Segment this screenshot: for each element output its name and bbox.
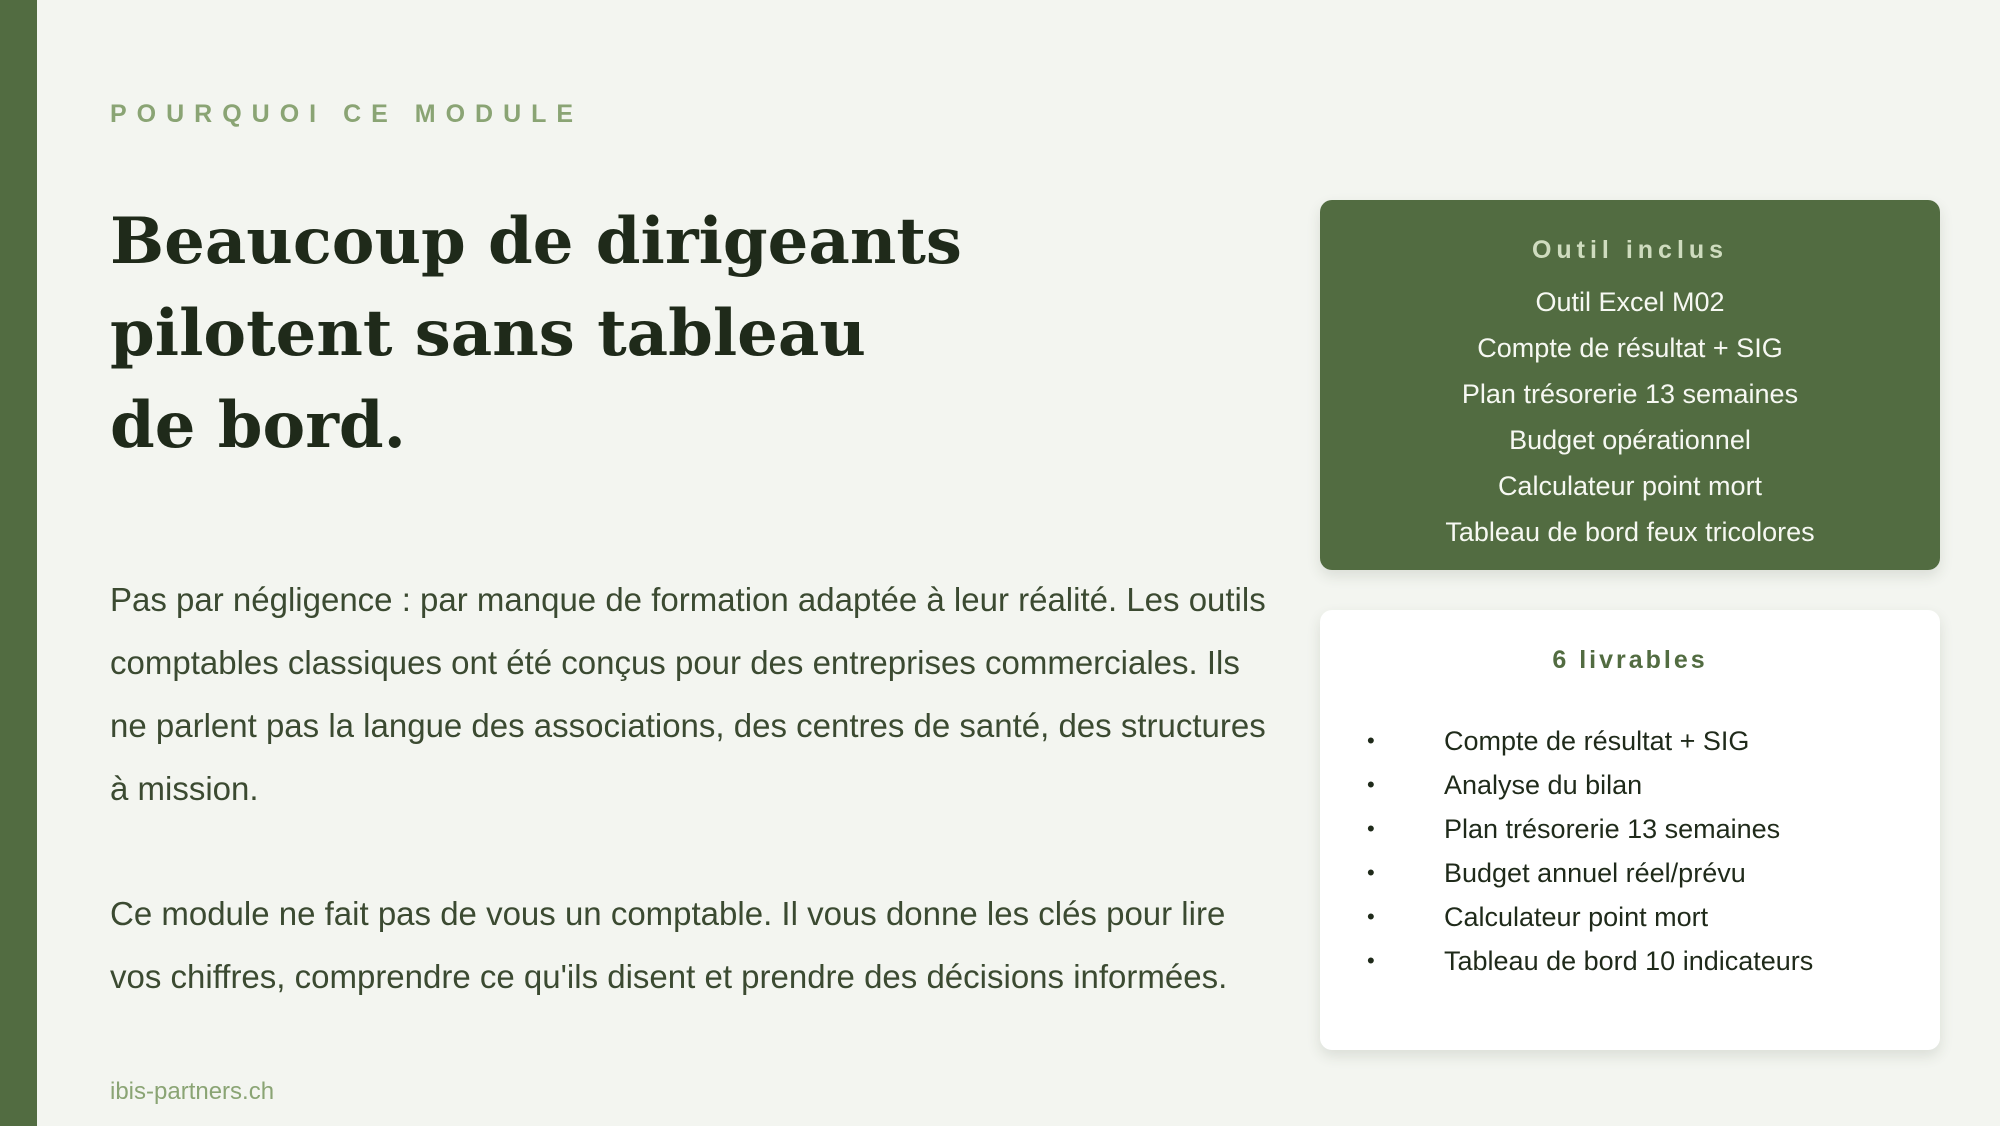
list-item <box>1320 719 1940 763</box>
bullet-icon: • <box>1367 816 1375 841</box>
bullet-icon: • <box>1367 772 1375 797</box>
bullet-icon: • <box>1367 728 1375 753</box>
tool-included-card <box>1320 200 1940 570</box>
deliverable-label: Tableau de bord 10 indicateurs <box>1444 946 1814 976</box>
deliverable-label: Compte de résultat + SIG <box>1444 726 1750 756</box>
title-line-3: de bord. <box>110 388 406 463</box>
left-accent-bar <box>0 0 37 1126</box>
tool-item: Calculateur point mort <box>1497 471 1763 501</box>
tool-item: Outil Excel M02 <box>1535 287 1725 317</box>
list-item <box>1320 807 1940 851</box>
deliverables-list <box>1320 719 1940 983</box>
deliverable-label: Budget annuel réel/prévu <box>1444 858 1746 888</box>
footer-website-link[interactable]: ibis-partners.ch <box>110 1078 275 1105</box>
deliverables-heading: 6 livrables <box>1552 646 1708 674</box>
deliverables-card <box>1320 610 1940 1050</box>
title-line-2: pilotent sans tableau <box>110 296 866 371</box>
body-paragraph-1: Pas par négligence : par manque de formation adaptée à leur réalité. Les outils comptables classiques ont été conçus pour des entreprises commerciales. Ils ne parlent pas la langue des associations, des centres de santé, des structures à mission. <box>110 581 1266 807</box>
deliverable-label: Analyse du bilan <box>1444 770 1643 800</box>
deliverable-label: Calculateur point mort <box>1444 902 1709 932</box>
tool-item: Plan trésorerie 13 semaines <box>1461 379 1799 409</box>
list-item <box>1320 939 1940 983</box>
tool-item: Compte de résultat + SIG <box>1477 333 1783 363</box>
bullet-icon: • <box>1367 904 1375 929</box>
tool-item: Budget opérationnel <box>1509 425 1751 455</box>
list-item <box>1320 895 1940 939</box>
tool-list <box>1320 279 1940 555</box>
body-paragraph-2: Ce module ne fait pas de vous un comptable. Il vous donne les clés pour lire vos chiffres, comprendre ce qu'ils disent et prendre des décisions informées. <box>110 895 1228 995</box>
title-line-1: Beaucoup de dirigeants <box>110 204 962 279</box>
tool-card-heading: Outil inclus <box>1531 236 1729 264</box>
bullet-icon: • <box>1367 948 1375 973</box>
tool-item: Tableau de bord feux tricolores <box>1445 517 1815 547</box>
section-eyebrow: POURQUOI CE MODULE <box>110 100 584 128</box>
slide-title <box>110 196 1010 472</box>
deliverable-label: Plan trésorerie 13 semaines <box>1444 814 1781 844</box>
list-item <box>1320 763 1940 807</box>
list-item <box>1320 851 1940 895</box>
bullet-icon: • <box>1367 860 1375 885</box>
